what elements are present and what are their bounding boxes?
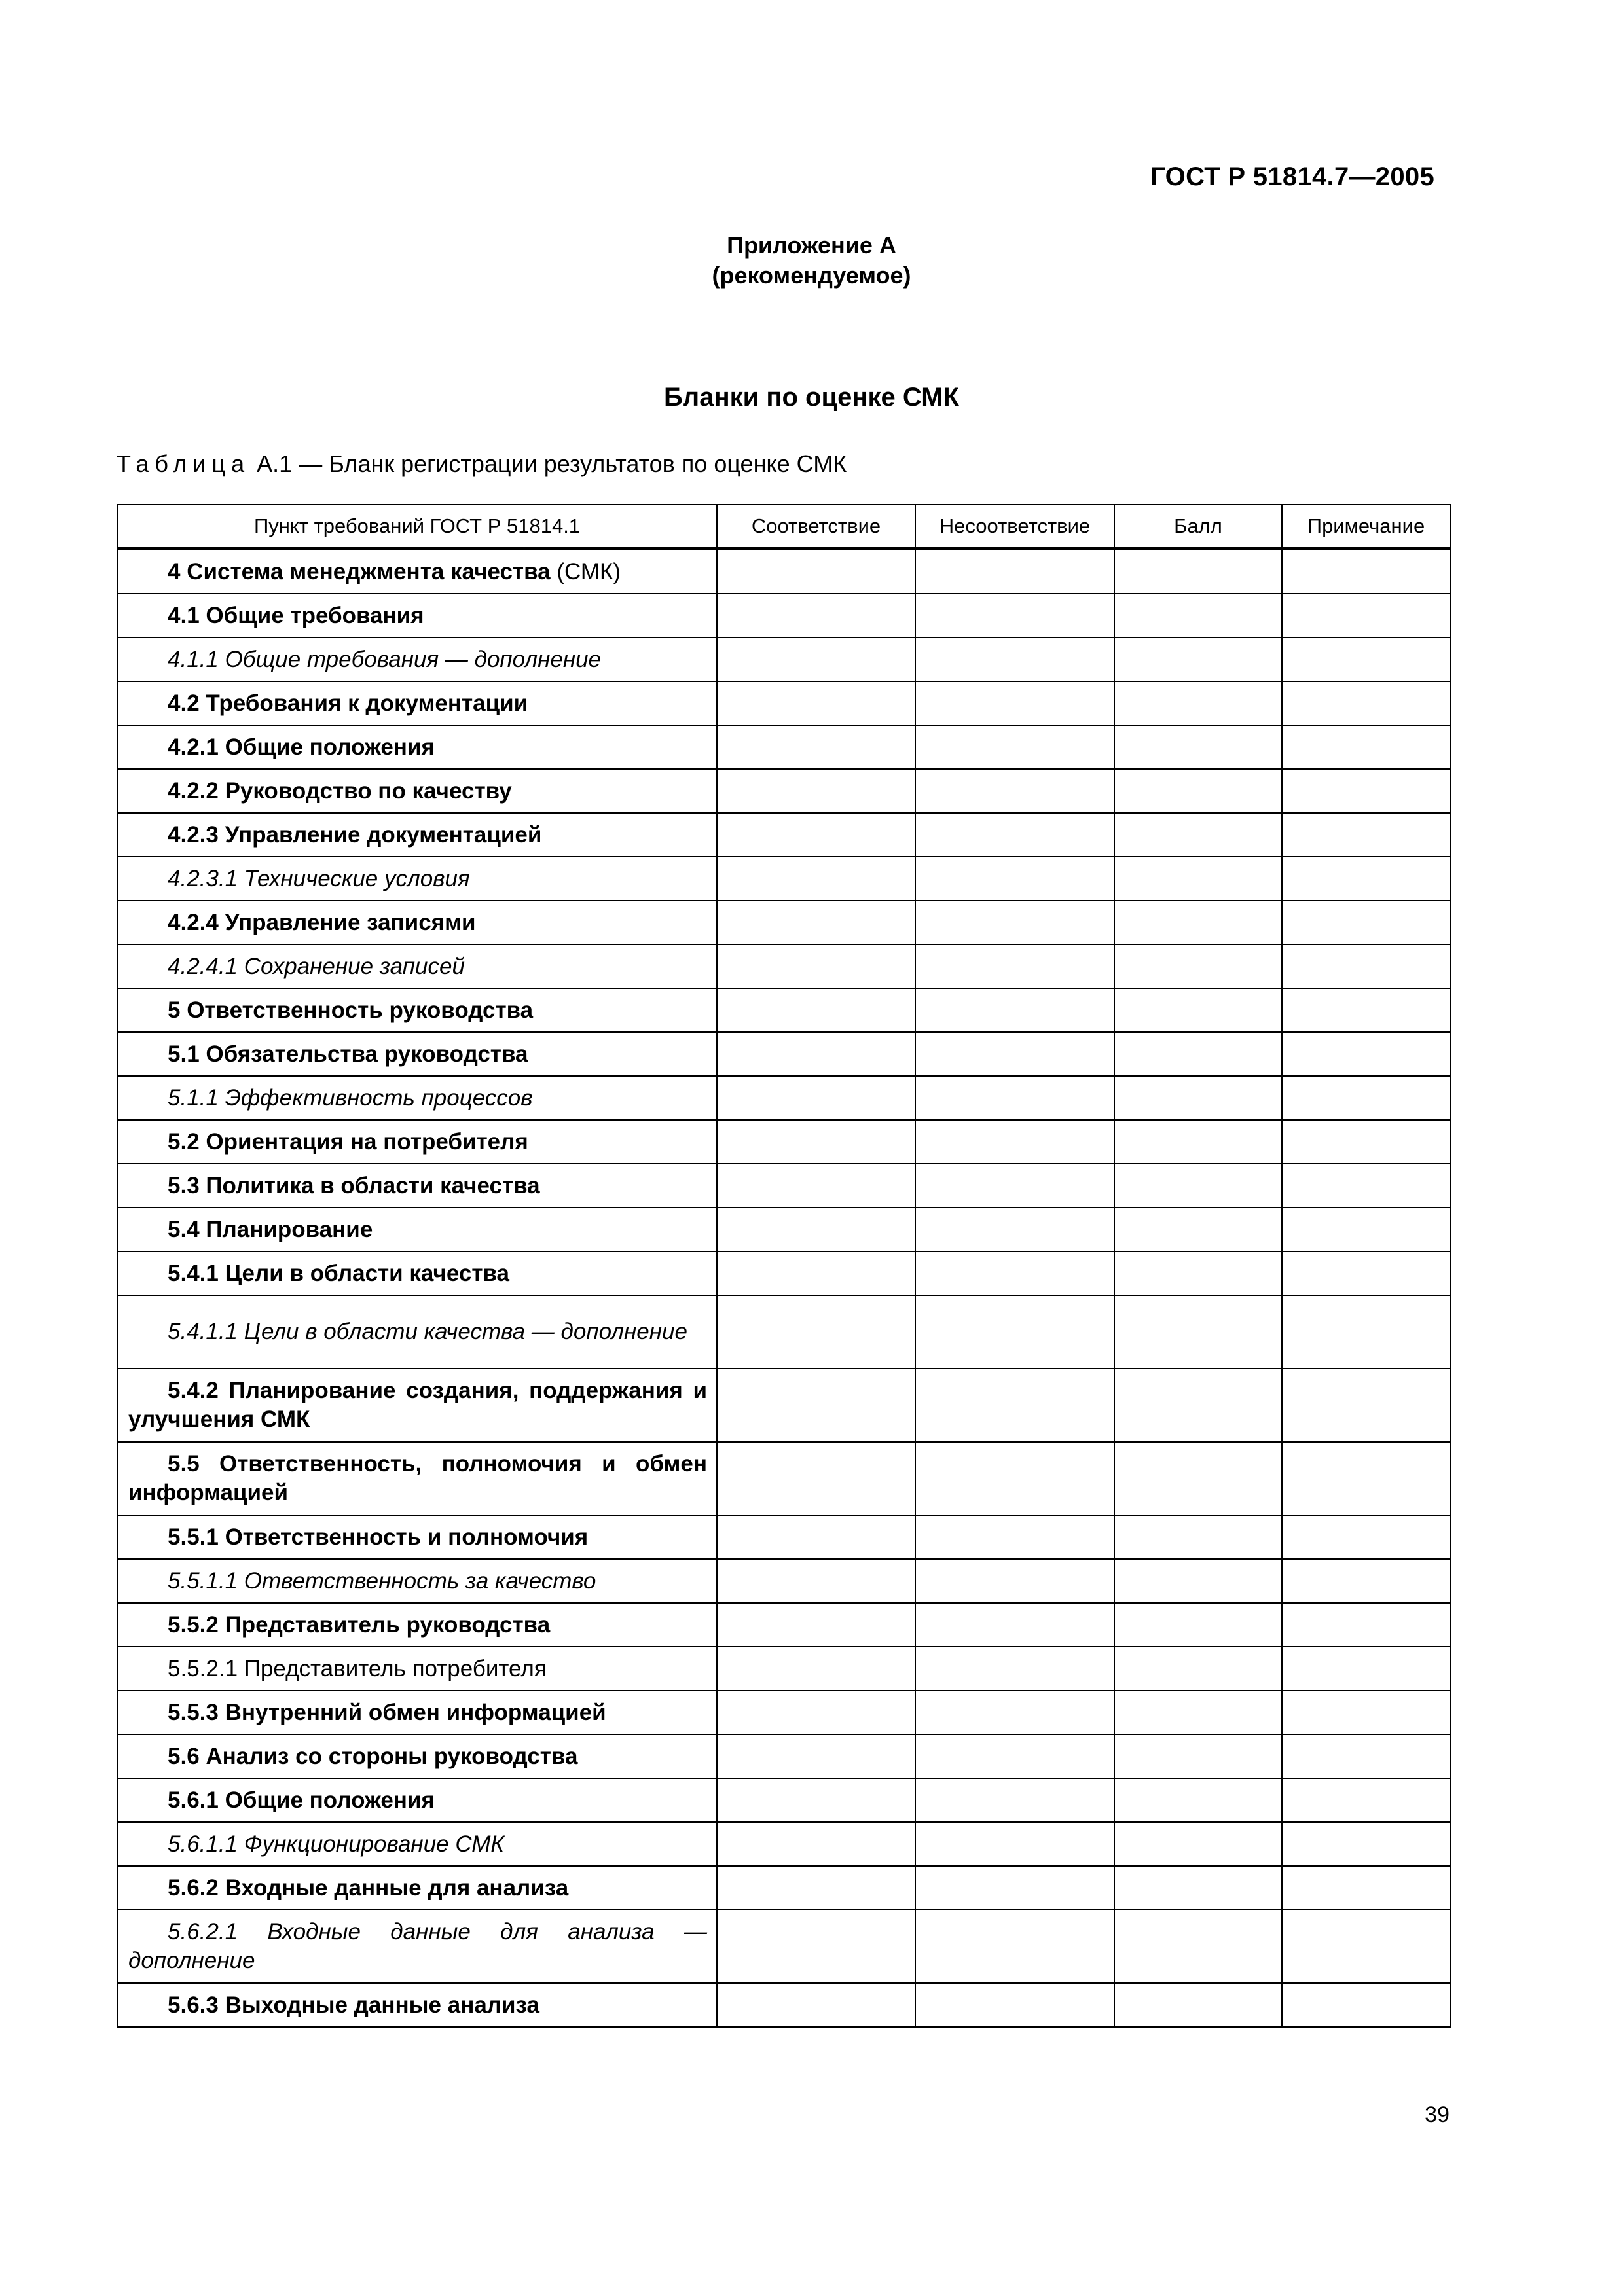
requirement-cell [117, 1647, 717, 1691]
nonconformity-cell[interactable] [915, 769, 1114, 813]
nonconformity-cell[interactable] [915, 1910, 1114, 1983]
requirement-label: 4.2 Требования к документации [168, 690, 528, 716]
nonconformity-cell[interactable] [915, 1164, 1114, 1208]
nonconformity-cell[interactable] [915, 1603, 1114, 1647]
conformity-cell[interactable] [717, 857, 915, 901]
nonconformity-cell[interactable] [915, 1251, 1114, 1295]
note-cell[interactable] [1282, 1691, 1450, 1734]
table-row [117, 594, 1450, 637]
conformity-cell[interactable] [717, 1295, 915, 1369]
document-code: ГОСТ Р 51814.7—2005 [1150, 162, 1434, 191]
requirement-label: 5.5.2.1 Представитель потребителя [168, 1655, 547, 1681]
requirement-cell [117, 1295, 717, 1369]
conformity-cell[interactable] [717, 1603, 915, 1647]
requirement-label: 5.2 Ориентация на потребителя [168, 1128, 528, 1155]
requirement-cell [117, 681, 717, 725]
conformity-cell[interactable] [717, 725, 915, 769]
conformity-cell[interactable] [717, 769, 915, 813]
score-cell[interactable] [1114, 594, 1282, 637]
score-cell[interactable] [1114, 1076, 1282, 1120]
note-cell[interactable] [1282, 1032, 1450, 1076]
table-row [117, 1515, 1450, 1559]
score-cell[interactable] [1114, 1032, 1282, 1076]
requirement-label: 4.2.4.1 Сохранение записей [168, 953, 465, 979]
score-cell[interactable] [1114, 681, 1282, 725]
nonconformity-cell[interactable] [915, 681, 1114, 725]
note-cell[interactable] [1282, 1295, 1450, 1369]
nonconformity-cell[interactable] [915, 1691, 1114, 1734]
requirement-text [128, 1040, 707, 1069]
conformity-cell[interactable] [717, 549, 915, 594]
score-cell[interactable] [1114, 1369, 1282, 1442]
table-row [117, 1032, 1450, 1076]
requirement-text [128, 733, 707, 762]
conformity-cell[interactable] [717, 1734, 915, 1778]
requirement-text [128, 1786, 707, 1815]
column-header-note: Примечание [1282, 505, 1450, 549]
note-cell[interactable] [1282, 1866, 1450, 1910]
table-row [117, 1822, 1450, 1866]
score-cell[interactable] [1114, 1866, 1282, 1910]
requirement-text [128, 1523, 707, 1552]
table-row [117, 1559, 1450, 1603]
note-cell[interactable] [1282, 901, 1450, 944]
note-cell[interactable] [1282, 813, 1450, 857]
requirement-label: 5.5.3 Внутренний обмен информацией [168, 1699, 606, 1725]
score-cell[interactable] [1114, 1251, 1282, 1295]
annex-heading [0, 230, 1623, 291]
requirement-cell [117, 637, 717, 681]
requirement-cell [117, 988, 717, 1032]
table-row [117, 1983, 1450, 2027]
nonconformity-cell[interactable] [915, 1515, 1114, 1559]
score-cell[interactable] [1114, 725, 1282, 769]
table-row [117, 1295, 1450, 1369]
table-row [117, 1442, 1450, 1515]
conformity-cell[interactable] [717, 637, 915, 681]
score-cell[interactable] [1114, 1559, 1282, 1603]
requirement-cell [117, 769, 717, 813]
table-row [117, 1369, 1450, 1442]
nonconformity-cell[interactable] [915, 1032, 1114, 1076]
score-cell[interactable] [1114, 944, 1282, 988]
note-cell[interactable] [1282, 1120, 1450, 1164]
nonconformity-cell[interactable] [915, 1734, 1114, 1778]
table-row [117, 769, 1450, 813]
conformity-cell[interactable] [717, 1369, 915, 1442]
note-cell[interactable] [1282, 1603, 1450, 1647]
column-header-conformity: Соответствие [717, 505, 915, 549]
requirement-label: 5.4.1 Цели в области качества [168, 1260, 509, 1286]
requirement-label: 5.5.1 Ответственность и полномочия [168, 1524, 589, 1550]
requirement-text [128, 996, 707, 1025]
note-cell[interactable] [1282, 944, 1450, 988]
table-row [117, 1734, 1450, 1778]
nonconformity-cell[interactable] [915, 1120, 1114, 1164]
requirement-text [128, 601, 707, 630]
note-cell[interactable] [1282, 1910, 1450, 1983]
table-row [117, 944, 1450, 988]
requirement-label: 5.3 Политика в области качества [168, 1172, 540, 1198]
score-cell[interactable] [1114, 1603, 1282, 1647]
nonconformity-cell[interactable] [915, 988, 1114, 1032]
conformity-cell[interactable] [717, 1910, 915, 1983]
score-cell[interactable] [1114, 1120, 1282, 1164]
table-row [117, 1208, 1450, 1251]
requirement-cell [117, 1734, 717, 1778]
requirement-label: 5.4.2 Планирование создания, поддержания и улучшения СМК [128, 1378, 707, 1432]
requirement-text [128, 1991, 707, 2020]
conformity-cell[interactable] [717, 1251, 915, 1295]
conformity-cell[interactable] [717, 1076, 915, 1120]
requirement-text [128, 558, 707, 586]
note-cell[interactable] [1282, 637, 1450, 681]
column-header-nonconformity: Несоответствие [915, 505, 1114, 549]
nonconformity-cell[interactable] [915, 813, 1114, 857]
note-cell[interactable] [1282, 769, 1450, 813]
conformity-cell[interactable] [717, 1691, 915, 1734]
nonconformity-cell[interactable] [915, 1778, 1114, 1822]
note-cell[interactable] [1282, 1734, 1450, 1778]
page-number: 39 [1425, 2102, 1450, 2127]
requirement-text [128, 1450, 707, 1507]
requirement-label: 5.1.1 Эффективность процессов [168, 1085, 533, 1111]
score-cell[interactable] [1114, 1822, 1282, 1866]
requirement-label: 4.2.2 Руководство по качеству [168, 778, 512, 804]
requirement-label: 4.2.3.1 Технические условия [168, 865, 470, 891]
score-cell[interactable] [1114, 1778, 1282, 1822]
note-cell[interactable] [1282, 857, 1450, 901]
table-row [117, 637, 1450, 681]
table-row [117, 725, 1450, 769]
requirement-text [128, 689, 707, 718]
table-header-row [117, 505, 1450, 549]
conformity-cell[interactable] [717, 1515, 915, 1559]
requirement-text [128, 1318, 707, 1346]
requirement-cell [117, 725, 717, 769]
requirement-text [128, 1567, 707, 1596]
requirement-cell [117, 1910, 717, 1983]
table-row [117, 681, 1450, 725]
nonconformity-cell[interactable] [915, 1822, 1114, 1866]
note-cell[interactable] [1282, 1251, 1450, 1295]
requirement-label: 5.6.1.1 Функционирование СМК [168, 1831, 505, 1857]
nonconformity-cell[interactable] [915, 1442, 1114, 1515]
note-cell[interactable] [1282, 1822, 1450, 1866]
requirement-cell [117, 1369, 717, 1442]
nonconformity-cell[interactable] [915, 594, 1114, 637]
conformity-cell[interactable] [717, 901, 915, 944]
requirement-text [128, 1918, 707, 1975]
nonconformity-cell[interactable] [915, 1208, 1114, 1251]
requirement-text [128, 777, 707, 806]
nonconformity-cell[interactable] [915, 1295, 1114, 1369]
requirement-cell [117, 1822, 717, 1866]
section-title: Бланки по оценке СМК [664, 383, 959, 412]
score-cell[interactable] [1114, 1910, 1282, 1983]
requirement-cell [117, 549, 717, 594]
score-cell[interactable] [1114, 1295, 1282, 1369]
table-caption [117, 450, 847, 478]
nonconformity-cell[interactable] [915, 1983, 1114, 2027]
requirement-text [128, 1376, 707, 1434]
table-body [117, 549, 1450, 2028]
nonconformity-cell[interactable] [915, 1866, 1114, 1910]
requirement-label: 5.5 Ответственность, полномочия и обмен информацией [128, 1451, 707, 1505]
conformity-cell[interactable] [717, 1983, 915, 2027]
table-row [117, 1164, 1450, 1208]
requirement-text [128, 1698, 707, 1727]
requirement-cell [117, 1691, 717, 1734]
table-row [117, 1076, 1450, 1120]
note-cell[interactable] [1282, 1076, 1450, 1120]
requirement-cell [117, 813, 717, 857]
requirement-cell [117, 1032, 717, 1076]
conformity-cell[interactable] [717, 988, 915, 1032]
requirement-cell [117, 1559, 717, 1603]
table-row [117, 901, 1450, 944]
score-cell[interactable] [1114, 1164, 1282, 1208]
table-row [117, 1691, 1450, 1734]
column-header-score: Балл [1114, 505, 1282, 549]
requirement-cell [117, 1076, 717, 1120]
table-row [117, 988, 1450, 1032]
score-cell[interactable] [1114, 988, 1282, 1032]
score-cell[interactable] [1114, 769, 1282, 813]
requirement-label: 5 Ответственность руководства [168, 997, 534, 1023]
note-cell[interactable] [1282, 1442, 1450, 1515]
requirement-text [128, 1655, 707, 1683]
assessment-table [117, 504, 1451, 2028]
conformity-cell[interactable] [717, 1164, 915, 1208]
table-row [117, 1603, 1450, 1647]
conformity-cell[interactable] [717, 1778, 915, 1822]
score-cell[interactable] [1114, 901, 1282, 944]
requirement-cell [117, 1603, 717, 1647]
requirement-suffix: (СМК) [550, 558, 621, 584]
requirement-cell [117, 857, 717, 901]
note-cell[interactable] [1282, 1559, 1450, 1603]
note-cell[interactable] [1282, 681, 1450, 725]
requirement-cell [117, 901, 717, 944]
conformity-cell[interactable] [717, 1647, 915, 1691]
requirement-text [128, 1830, 707, 1859]
note-cell[interactable] [1282, 988, 1450, 1032]
requirement-text [128, 952, 707, 981]
table-row [117, 549, 1450, 594]
requirement-text [128, 1611, 707, 1640]
table-row [117, 1910, 1450, 1983]
nonconformity-cell[interactable] [915, 1647, 1114, 1691]
requirement-cell [117, 1120, 717, 1164]
requirement-label: 5.5.1.1 Ответственность за качество [168, 1568, 596, 1594]
nonconformity-cell[interactable] [915, 549, 1114, 594]
note-cell[interactable] [1282, 725, 1450, 769]
score-cell[interactable] [1114, 1734, 1282, 1778]
requirement-cell [117, 1778, 717, 1822]
score-cell[interactable] [1114, 1983, 1282, 2027]
score-cell[interactable] [1114, 1442, 1282, 1515]
annex-title: Приложение А [727, 232, 896, 259]
score-cell[interactable] [1114, 549, 1282, 594]
table-row [117, 1778, 1450, 1822]
requirement-label: 5.6.3 Выходные данные анализа [168, 1992, 539, 2018]
conformity-cell[interactable] [717, 1120, 915, 1164]
requirement-label: 5.4 Планирование [168, 1216, 373, 1242]
requirement-label: 4.1 Общие требования [168, 602, 424, 628]
requirement-text [128, 908, 707, 937]
nonconformity-cell[interactable] [915, 901, 1114, 944]
note-cell[interactable] [1282, 1369, 1450, 1442]
conformity-cell[interactable] [717, 681, 915, 725]
score-cell[interactable] [1114, 813, 1282, 857]
requirement-text [128, 1128, 707, 1157]
requirement-cell [117, 1251, 717, 1295]
requirement-text [128, 1215, 707, 1244]
nonconformity-cell[interactable] [915, 637, 1114, 681]
note-cell[interactable] [1282, 594, 1450, 637]
requirement-label: 5.5.2 Представитель руководства [168, 1611, 551, 1638]
table-row [117, 1120, 1450, 1164]
requirement-cell [117, 1208, 717, 1251]
note-cell[interactable] [1282, 1778, 1450, 1822]
nonconformity-cell[interactable] [915, 725, 1114, 769]
conformity-cell[interactable] [717, 813, 915, 857]
requirement-label: 4 Система менеджмента качества [168, 558, 551, 584]
conformity-cell[interactable] [717, 594, 915, 637]
annex-subtitle: (рекомендуемое) [712, 262, 911, 289]
nonconformity-cell[interactable] [915, 944, 1114, 988]
requirement-label: 4.1.1 Общие требования — дополнение [168, 646, 602, 672]
conformity-cell[interactable] [717, 1866, 915, 1910]
note-cell[interactable] [1282, 1515, 1450, 1559]
requirement-label: 4.2.3 Управление документацией [168, 821, 542, 848]
score-cell[interactable] [1114, 1647, 1282, 1691]
note-cell[interactable] [1282, 1164, 1450, 1208]
table-caption-label: Таблица [117, 450, 251, 477]
requirement-label: 4.2.1 Общие положения [168, 734, 435, 760]
requirement-label: 5.6.2.1 Входные данные для анализа — дополнение [128, 1919, 707, 1973]
nonconformity-cell[interactable] [915, 1559, 1114, 1603]
requirement-text [128, 1172, 707, 1200]
note-cell[interactable] [1282, 1208, 1450, 1251]
score-cell[interactable] [1114, 1691, 1282, 1734]
table-row [117, 1647, 1450, 1691]
conformity-cell[interactable] [717, 944, 915, 988]
requirement-label: 4.2.4 Управление записями [168, 909, 476, 935]
table-row [117, 857, 1450, 901]
note-cell[interactable] [1282, 1983, 1450, 2027]
requirement-text [128, 1084, 707, 1113]
requirement-text [128, 865, 707, 893]
nonconformity-cell[interactable] [915, 857, 1114, 901]
score-cell[interactable] [1114, 1208, 1282, 1251]
conformity-cell[interactable] [717, 1208, 915, 1251]
requirement-label: 5.6 Анализ со стороны руководства [168, 1743, 578, 1769]
requirement-cell [117, 1866, 717, 1910]
column-header-requirement: Пункт требований ГОСТ Р 51814.1 [117, 505, 717, 549]
table-caption-text: А.1 — Бланк регистрации результатов по оценке СМК [257, 450, 847, 477]
requirement-cell [117, 1164, 717, 1208]
requirement-text [128, 821, 707, 850]
requirement-text [128, 645, 707, 674]
table-row [117, 1251, 1450, 1295]
conformity-cell[interactable] [717, 1442, 915, 1515]
requirement-cell [117, 1983, 717, 2027]
score-cell[interactable] [1114, 1515, 1282, 1559]
requirement-cell [117, 944, 717, 988]
conformity-cell[interactable] [717, 1032, 915, 1076]
requirement-cell [117, 594, 717, 637]
requirement-cell [117, 1442, 717, 1515]
conformity-cell[interactable] [717, 1559, 915, 1603]
nonconformity-cell[interactable] [915, 1076, 1114, 1120]
requirement-text [128, 1259, 707, 1288]
note-cell[interactable] [1282, 549, 1450, 594]
requirement-text [128, 1742, 707, 1771]
requirement-label: 5.6.2 Входные данные для анализа [168, 1874, 569, 1901]
requirement-label: 5.4.1.1 Цели в области качества — дополнение [168, 1319, 687, 1344]
requirement-cell [117, 1515, 717, 1559]
note-cell[interactable] [1282, 1647, 1450, 1691]
score-cell[interactable] [1114, 857, 1282, 901]
score-cell[interactable] [1114, 637, 1282, 681]
table-row [117, 813, 1450, 857]
requirement-label: 5.6.1 Общие положения [168, 1787, 435, 1813]
requirement-label: 5.1 Обязательства руководства [168, 1041, 528, 1067]
conformity-cell[interactable] [717, 1822, 915, 1866]
nonconformity-cell[interactable] [915, 1369, 1114, 1442]
requirement-text [128, 1874, 707, 1903]
table-row [117, 1866, 1450, 1910]
